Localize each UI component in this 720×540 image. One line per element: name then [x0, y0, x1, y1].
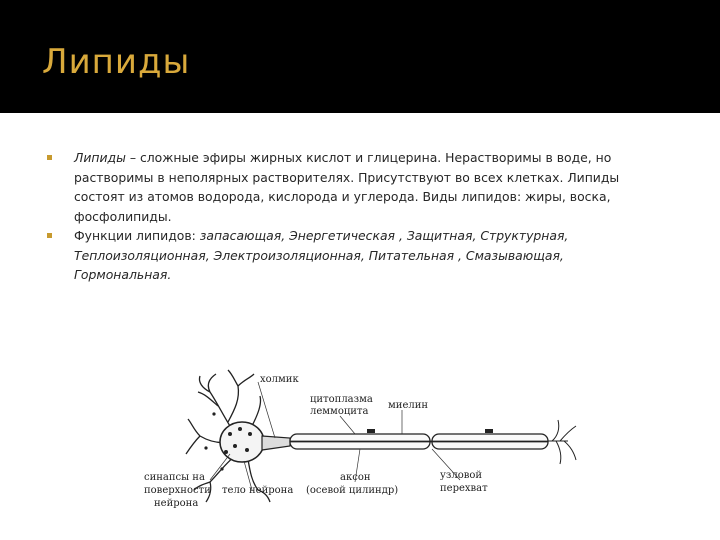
bullet-marker	[47, 155, 52, 160]
bullet-list	[47, 148, 647, 285]
label-synapses-2: поверхности	[144, 485, 211, 496]
label-synapses-3: нейрона	[154, 498, 199, 509]
bullet-lipid-functions	[47, 226, 647, 285]
label-axon-1: аксон	[340, 472, 371, 483]
axon-terminal	[548, 420, 576, 464]
functions-lead: Функции липидов:	[74, 228, 200, 243]
neuron-diagram	[140, 364, 590, 514]
functions-list: запасающая, Энергетическая , Защитная, Структурная, Теплоизоляционная, Электроизоляционная, Питательная , Смазывающая, Гормональная.	[74, 228, 569, 282]
label-holmik: холмик	[260, 374, 299, 385]
bullet-lipids-definition	[47, 148, 647, 226]
label-synapses-1: синапсы на	[144, 472, 205, 483]
label-cytoplasm-1: цитоплазма	[310, 394, 373, 405]
definition-text: – сложные эфиры жирных кислот и глицерина. Нерастворимы в воде, но растворимы в неполярных растворителях. Присутствуют во всех клетках. Липиды состоят из атомов водорода, кислорода и углерода. Виды липидов: жиры, воска, фосфолипиды.	[74, 150, 620, 224]
label-axon-2: (осевой цилиндр)	[306, 485, 399, 496]
term-lipids: Липиды	[74, 150, 126, 165]
title-band	[0, 0, 720, 113]
label-node-2: перехват	[440, 483, 488, 494]
axon-hillock	[262, 436, 290, 450]
label-cell-body: тело нейрона	[222, 485, 294, 496]
label-node-1: узловой	[440, 470, 483, 481]
slide-title: Липиды	[42, 42, 191, 82]
label-cytoplasm-2: леммоцита	[310, 406, 369, 417]
label-myelin: миелин	[388, 400, 429, 411]
bullet-marker	[47, 233, 52, 238]
schwann-nuclei	[367, 429, 493, 433]
cell-body	[220, 422, 264, 462]
